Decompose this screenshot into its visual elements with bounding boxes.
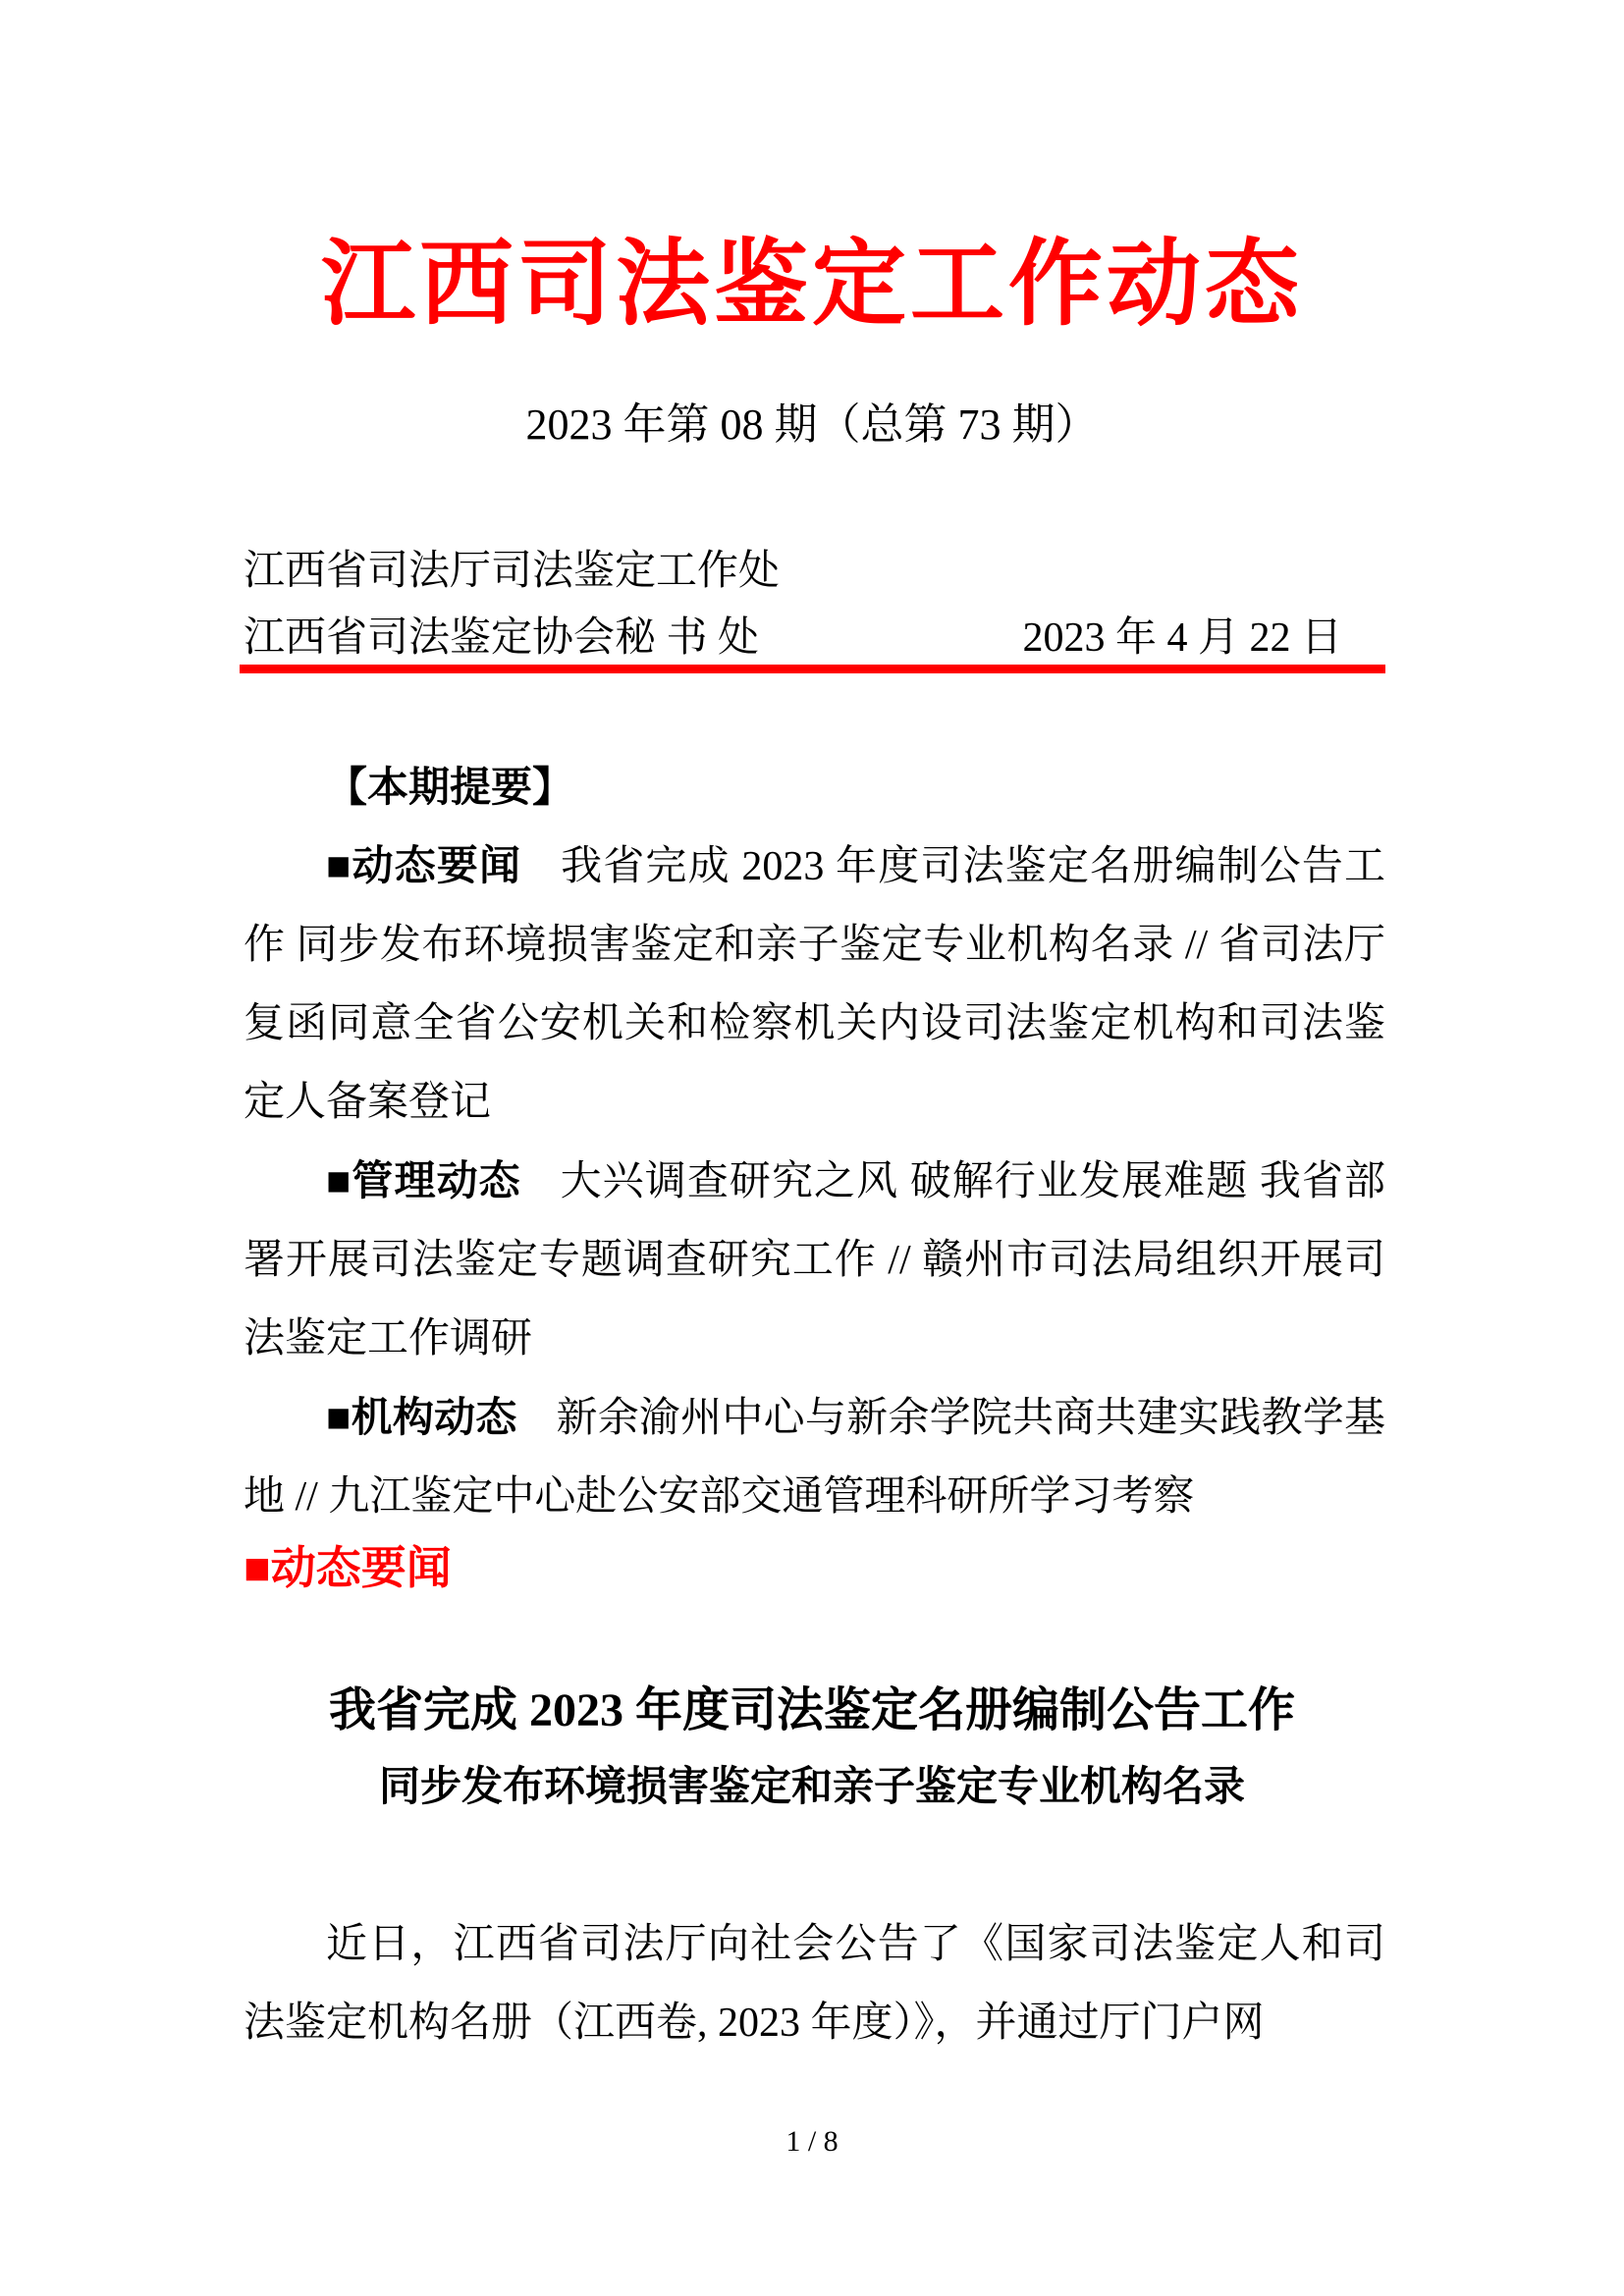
summary-item-label-news: ■动态要闻	[326, 842, 522, 888]
article-body-paragraph: 近日，江西省司法厅向社会公告了《国家司法鉴定人和司法鉴定机构名册（江西卷, 2023 年度）》，并通过厅门户网	[244, 1922, 1385, 2046]
summary-item	[244, 1378, 1385, 1536]
summary-item-text-institution: 新余渝州中心与新余学院共商共建实践教学基地 // 九江鉴定中心赴公安部交通管理科研所学习考察	[244, 1396, 1385, 1520]
publisher-dept-line-2: 江西省司法鉴定协会秘 书 处	[244, 615, 760, 661]
red-divider-rule	[240, 665, 1385, 673]
page-number-indicator: 1 / 8	[785, 2125, 839, 2158]
summary-item	[244, 1142, 1385, 1378]
article-body	[244, 1905, 1385, 2062]
summary-item-text-management: 大兴调查研究之风 破解行业发展难题 我省部署开展司法鉴定专题调查研究工作 // 赣州市司法局组织开展司法鉴定工作调研	[244, 1159, 1385, 1362]
summary-heading: 【本期提要】	[326, 764, 574, 810]
summary-item-label-institution: ■机构动态	[326, 1394, 517, 1440]
publisher-row-2	[244, 605, 1385, 671]
article-title: 我省完成 2023 年度司法鉴定名册编制公告工作	[328, 1684, 1295, 1736]
summary-item	[244, 827, 1385, 1142]
publisher-block	[244, 538, 1385, 671]
article-subtitle: 同步发布环境损害鉴定和亲子鉴定专业机构名录	[378, 1765, 1245, 1810]
publisher-dept-line-1: 江西省司法厅司法鉴定工作处	[244, 549, 781, 594]
summary-item-text-news: 我省完成 2023 年度司法鉴定名册编制公告工作 同步发布环境损害鉴定和亲子鉴定专业机构名录 // 省司法厅复函同意全省公安机关和检察机关内设司法鉴定机构和司法鉴定人备案登记	[244, 844, 1385, 1125]
section-heading-dynamic-news: ■动态要闻	[244, 1542, 452, 1593]
issue-date: 2023 年 4 月 22 日	[1022, 615, 1342, 661]
summary-item-label-management: ■管理动态	[326, 1157, 521, 1203]
masthead-title: 江西司法鉴定工作动态	[321, 232, 1303, 337]
summary-block	[244, 748, 1385, 1536]
issue-number-line: 2023 年第 08 期（总第 73 期）	[525, 400, 1099, 449]
publisher-row-1	[244, 538, 1385, 605]
